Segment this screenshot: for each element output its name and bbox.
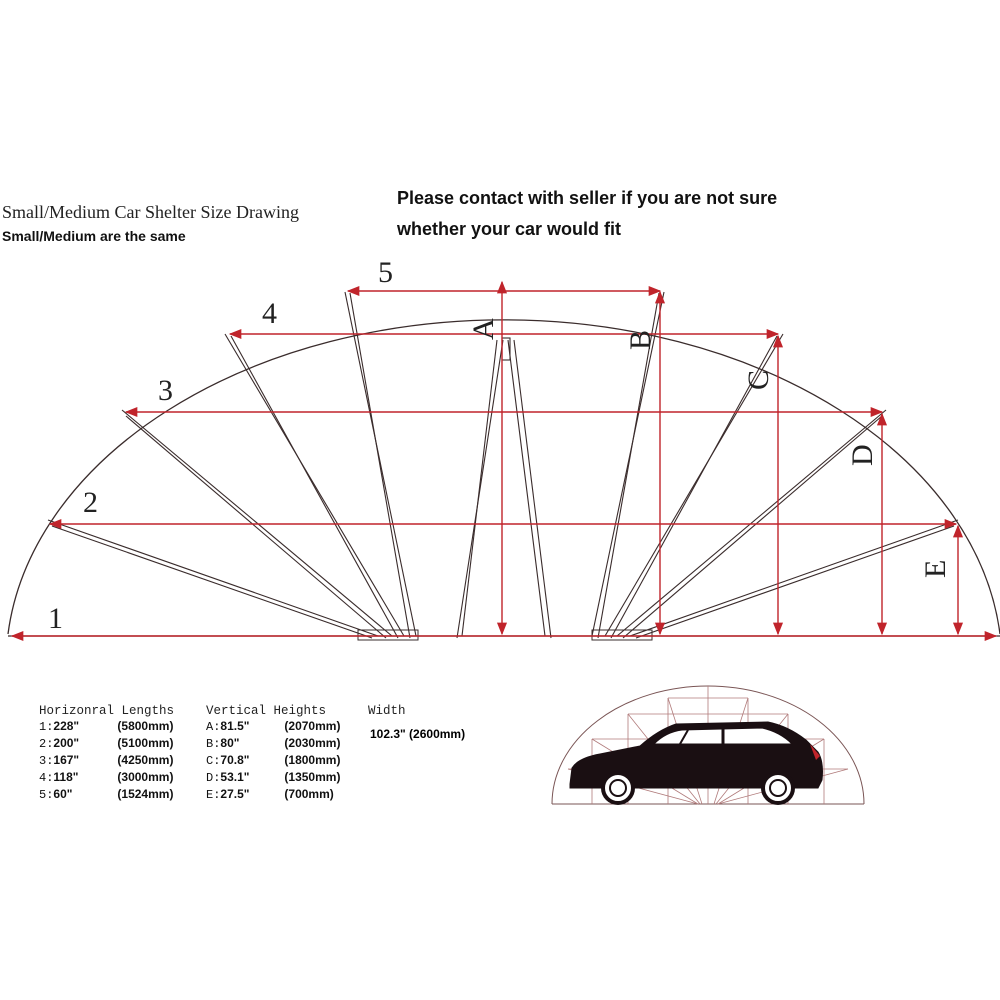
car-rear-wheel: [763, 773, 793, 803]
rib-left-4b: [350, 293, 410, 638]
horizontal-length-mm: (4250mm): [117, 753, 174, 767]
car-front-wheel: [603, 773, 633, 803]
label-h3: 3: [158, 374, 173, 407]
horizontal-length-key: 2:: [39, 737, 54, 751]
rib-left-4: [345, 292, 416, 636]
label-vE: E: [919, 559, 952, 578]
horizontal-length-key: 4:: [39, 771, 54, 785]
label-vC: C: [742, 369, 775, 390]
vertical-height-key: D:: [206, 771, 221, 785]
horizontal-length-mm: (5800mm): [117, 719, 174, 733]
vertical-dimension-arrows: [502, 282, 958, 634]
horizontal-length-key: 3:: [39, 754, 54, 768]
rib-right-2: [617, 410, 886, 636]
label-h1: 1: [48, 602, 63, 635]
rib-left-1b: [52, 526, 372, 638]
rib-right-2b: [623, 416, 882, 638]
label-vA: A: [467, 318, 500, 340]
horizontal-length-inch: 60": [53, 787, 73, 801]
width-value: 102.3" (2600mm): [370, 727, 466, 741]
horizontal-length-key: 5:: [39, 788, 54, 802]
vertical-height-key: E:: [206, 788, 221, 802]
contact-note-line1: Please contact with seller if you are not sure: [397, 188, 778, 208]
drawing-title: Small/Medium Car Shelter Size Drawing: [2, 202, 299, 222]
vertical-height-inch: 81.5": [220, 719, 250, 733]
vertical-height-mm: (2070mm): [284, 719, 341, 733]
horizontal-length-row: [39, 786, 174, 803]
rib-left-1: [48, 520, 378, 636]
rib-right-5: [508, 340, 545, 636]
vertical-height-row: [206, 752, 340, 769]
vertical-heights-table: [206, 704, 340, 803]
drawing-subtitle: Small/Medium are the same: [2, 228, 186, 244]
rib-right-1b: [636, 526, 954, 638]
horizontal-length-row: [39, 718, 174, 735]
horizontal-length-mm: (3000mm): [117, 770, 174, 784]
rib-right-5b: [514, 340, 551, 638]
label-h2: 2: [83, 486, 98, 519]
vertical-heights-heading: Vertical Heights: [206, 704, 327, 718]
label-h4: 4: [262, 297, 277, 330]
vertical-height-inch: 80": [220, 736, 240, 750]
horizontal-length-inch: 118": [53, 770, 79, 784]
vertical-height-inch: 70.8": [220, 753, 250, 767]
vertical-height-key: C:: [206, 754, 221, 768]
label-vD: D: [846, 444, 879, 466]
horizontal-length-key: 1:: [39, 720, 54, 734]
vertical-height-mm: (1800mm): [284, 753, 341, 767]
car-fit-illustration: [548, 684, 868, 808]
contact-note-line2: whether your car would fit: [397, 219, 622, 239]
label-vB: B: [624, 329, 657, 350]
rib-left-2b: [126, 416, 386, 638]
rib-left-5: [462, 340, 497, 636]
vertical-height-inch: 53.1": [220, 770, 250, 784]
vertical-height-row: [206, 718, 340, 735]
horizontal-length-row: [39, 769, 174, 786]
vertical-height-row: [206, 786, 340, 803]
width-heading: Width: [368, 704, 406, 718]
vertical-height-key: A:: [206, 720, 221, 734]
horizontal-lengths-heading: Horizonral Lengths: [39, 704, 175, 718]
rib-group: [48, 292, 958, 638]
vertical-height-mm: (1350mm): [284, 770, 341, 784]
vertical-height-mm: (2030mm): [284, 736, 341, 750]
vertical-height-inch: 27.5": [220, 787, 250, 801]
vertical-height-row: [206, 769, 340, 786]
horizontal-length-inch: 167": [53, 753, 80, 767]
horizontal-length-row: [39, 735, 174, 752]
shelter-outline-arc: [8, 320, 1000, 634]
rib-left-3: [225, 334, 404, 636]
horizontal-length-mm: (1524mm): [117, 787, 174, 801]
label-h5: 5: [378, 256, 393, 289]
horizontal-length-inch: 200": [53, 736, 80, 750]
horizontal-length-inch: 228": [53, 719, 80, 733]
rib-left-5b: [457, 340, 503, 638]
horizontal-length-row: [39, 752, 174, 769]
vertical-height-key: B:: [206, 737, 221, 751]
rib-right-1: [630, 520, 958, 636]
horizontal-lengths-table: [39, 704, 174, 803]
rib-left-2: [122, 410, 392, 636]
horizontal-length-mm: (5100mm): [117, 736, 174, 750]
vertical-height-row: [206, 735, 340, 752]
vertical-height-mm: (700mm): [284, 787, 334, 801]
